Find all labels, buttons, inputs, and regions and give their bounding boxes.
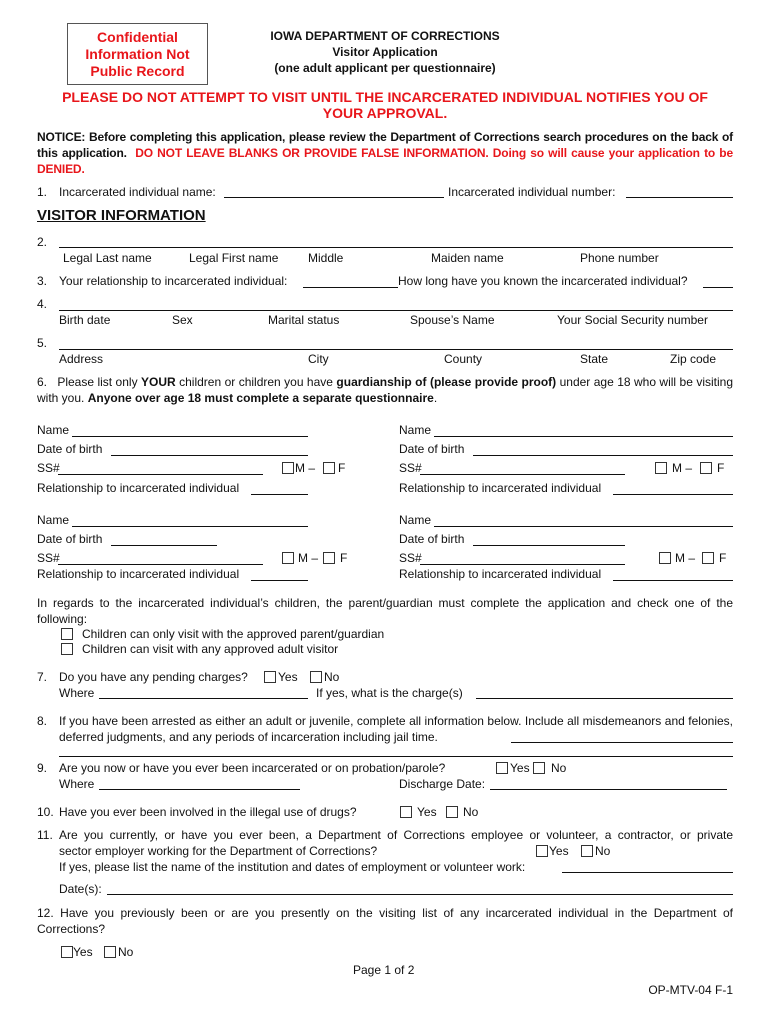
female-label: F <box>338 461 346 475</box>
label-zip: Zip code <box>670 352 717 366</box>
where-label: Where <box>59 686 95 700</box>
notice <box>37 129 733 177</box>
child-relationship-field[interactable] <box>613 494 733 495</box>
child-relationship-field[interactable] <box>251 580 308 581</box>
q12-text <box>37 905 733 937</box>
notice-warning: DO NOT LEAVE BLANKS OR PROVIDE FALSE INFORMATION. Doing so will cause your application to be DENIED. <box>37 146 734 176</box>
known-duration-field[interactable] <box>703 287 733 288</box>
label-middle: Middle <box>308 251 344 265</box>
charges-where-field[interactable] <box>99 698 308 699</box>
q8-text: If you have been arrested as either an adult or juvenile, complete all information below. Include all misdemeanors and felonies, deferred judgments, and any periods of incarceration including jail time. <box>59 714 733 744</box>
confidential-box <box>67 23 208 85</box>
male-checkbox[interactable] <box>655 462 667 474</box>
incarcerated-number-field[interactable] <box>626 197 733 198</box>
q1-number: 1. <box>37 185 48 199</box>
q10-text: Have you ever been involved in the illegal use of drugs? <box>59 805 357 819</box>
q6-text: Please list only <box>57 375 142 389</box>
label-phone: Phone number <box>580 251 659 265</box>
child-name-field[interactable] <box>434 526 733 527</box>
institution-field[interactable] <box>562 872 733 873</box>
child-dob-field[interactable] <box>473 545 625 546</box>
female-label: F <box>717 461 725 475</box>
female-checkbox[interactable] <box>700 462 712 474</box>
child-dob-field[interactable] <box>111 455 308 456</box>
q6-text: under age 18 who will be visiting with you. <box>37 375 733 405</box>
q5-number: 5. <box>37 336 48 350</box>
child-dob-field[interactable] <box>111 545 217 546</box>
arrest-field-line2[interactable] <box>59 756 733 757</box>
pending-charges-yes-checkbox[interactable] <box>264 671 276 683</box>
male-checkbox[interactable] <box>282 462 294 474</box>
female-label: F <box>719 551 727 565</box>
form-subtitle: (one adult applicant per questionnaire) <box>274 61 496 75</box>
female-label: F <box>340 551 348 565</box>
charge-label: If yes, what is the charge(s) <box>316 686 463 700</box>
child-ss-label: SS# <box>37 461 60 475</box>
male-checkbox[interactable] <box>659 552 671 564</box>
q7-text: Do you have any pending charges? <box>59 670 248 684</box>
no-label: No <box>595 844 611 858</box>
child-relationship-label: Relationship to incarcerated individual <box>399 481 602 495</box>
any-adult-label: Children can visit with any approved adult visitor <box>82 642 339 656</box>
q9-number: 9. <box>37 761 48 775</box>
male-label: M – <box>298 551 319 565</box>
confidential-line: Confidential <box>97 29 178 45</box>
q3-number: 3. <box>37 274 48 288</box>
child-ss-label: SS# <box>399 461 422 475</box>
q4-number: 4. <box>37 297 48 311</box>
confidential-line: Information Not <box>85 46 190 62</box>
child-ss-field[interactable] <box>420 564 625 565</box>
q10-number: 10. <box>37 805 54 819</box>
q6-text: . <box>433 391 438 405</box>
notice-text: NOTICE: Before completing this application, please review the Department of Corrections search procedures on the back of this application. <box>37 130 733 160</box>
q2-number: 2. <box>37 235 48 249</box>
child-name-field[interactable] <box>434 436 733 437</box>
yes-label: Yes <box>73 945 93 959</box>
child-ss-field[interactable] <box>58 564 263 565</box>
child-name-label: Name <box>37 513 70 527</box>
incarceration-where-field[interactable] <box>99 789 300 790</box>
child-dob-label: Date of birth <box>37 442 103 456</box>
no-label: No <box>551 761 567 775</box>
child-dob-label: Date of birth <box>37 532 103 546</box>
label-first-name: Legal First name <box>189 251 279 265</box>
q6-bold: guardianship of (please provide proof) <box>336 375 557 389</box>
child-name-label: Name <box>37 423 70 437</box>
q8-number: 8. <box>37 714 48 728</box>
label-marital-status: Marital status <box>268 313 340 327</box>
child-ss-label: SS# <box>37 551 60 565</box>
label-sex: Sex <box>172 313 193 327</box>
form-id: OP-MTV-04 F-1 <box>648 983 733 997</box>
incarcerated-yes-checkbox[interactable] <box>496 762 508 774</box>
male-checkbox[interactable] <box>282 552 294 564</box>
label-address: Address <box>59 352 104 366</box>
guardian-only-label: Children can only visit with the approved parent/guardian <box>82 627 385 641</box>
female-checkbox[interactable] <box>702 552 714 564</box>
label-last-name: Legal Last name <box>63 251 152 265</box>
visiting-list-no-checkbox[interactable] <box>104 946 116 958</box>
incarcerated-name-field[interactable] <box>224 197 444 198</box>
label-spouse-name: Spouse’s Name <box>410 313 495 327</box>
q11-text-2: sector employer working for the Department of Corrections? <box>59 844 378 858</box>
incarcerated-number-label: Incarcerated individual number: <box>448 185 616 199</box>
yes-label: Yes <box>278 670 298 684</box>
child-dob-label: Date of birth <box>399 442 465 456</box>
child-relationship-field[interactable] <box>251 494 308 495</box>
q6-bold: Anyone over age 18 must complete a separate questionnaire <box>87 391 434 405</box>
child-relationship-label: Relationship to incarcerated individual <box>399 567 602 581</box>
agency-title: IOWA DEPARTMENT OF CORRECTIONS <box>270 29 500 43</box>
yes-label: Yes <box>549 844 569 858</box>
child-relationship-label: Relationship to incarcerated individual <box>37 567 240 581</box>
yes-label: Yes <box>417 805 437 819</box>
guardian-only-checkbox[interactable] <box>61 628 73 640</box>
no-label: No <box>118 945 134 959</box>
section-title: VISITOR INFORMATION <box>37 207 206 224</box>
label-city: City <box>308 352 329 366</box>
child-name-label: Name <box>399 513 432 527</box>
discharge-date-label: Discharge Date: <box>399 777 486 791</box>
q6-bold: YOUR <box>141 375 176 389</box>
address-field[interactable] <box>59 349 733 350</box>
q6-text: children or children you have <box>175 375 337 389</box>
yes-label: Yes <box>510 761 530 775</box>
institution-label: If yes, please list the name of the institution and dates of employment or volunteer work: <box>59 860 526 874</box>
no-label: No <box>324 670 340 684</box>
form-title: Visitor Application <box>332 45 438 59</box>
q9-text: Are you now or have you ever been incarcerated or on probation/parole? <box>59 761 446 775</box>
q6-instructions <box>37 374 733 406</box>
personal-info-field[interactable] <box>59 310 733 311</box>
label-birth-date: Birth date <box>59 313 111 327</box>
doc-employee-no-checkbox[interactable] <box>581 845 593 857</box>
visiting-list-yes-checkbox[interactable] <box>61 946 73 958</box>
label-county: County <box>444 352 483 366</box>
name-phone-field[interactable] <box>59 247 733 248</box>
child-relationship-field[interactable] <box>613 580 733 581</box>
male-label: M – <box>675 551 696 565</box>
incarcerated-no-checkbox[interactable] <box>533 762 545 774</box>
dates-label: Date(s): <box>59 882 102 896</box>
where-label: Where <box>59 777 95 791</box>
label-ssn: Your Social Security number <box>557 313 708 327</box>
male-label: M – <box>672 461 693 475</box>
page-number: Page 1 of 2 <box>353 963 415 977</box>
dates-field[interactable] <box>107 894 733 895</box>
no-label: No <box>463 805 479 819</box>
discharge-date-field[interactable] <box>490 789 727 790</box>
child-ss-field[interactable] <box>58 474 263 475</box>
pending-charges-no-checkbox[interactable] <box>310 671 322 683</box>
q7-number: 7. <box>37 670 48 684</box>
relationship-field[interactable] <box>303 287 398 288</box>
child-name-field[interactable] <box>72 526 308 527</box>
child-dob-field[interactable] <box>473 455 733 456</box>
guardian-instructions: In regards to the incarcerated individual’s children, the parent/guardian must complete the application and check one of the following: <box>37 596 733 626</box>
drugs-no-checkbox[interactable] <box>446 806 458 818</box>
incarcerated-name-label: Incarcerated individual name: <box>59 185 216 199</box>
q11-number: 11. <box>37 828 53 842</box>
q12-question: Have you previously been or are you presently on the visiting list of any incarcerated individual in the Department of Corrections? <box>37 906 733 936</box>
child-dob-label: Date of birth <box>399 532 465 546</box>
arrest-field[interactable] <box>511 742 733 743</box>
confidential-line: Public Record <box>90 63 185 79</box>
label-state: State <box>580 352 609 366</box>
any-adult-checkbox[interactable] <box>61 643 73 655</box>
child-relationship-label: Relationship to incarcerated individual <box>37 481 240 495</box>
female-checkbox[interactable] <box>323 462 335 474</box>
child-ss-field[interactable] <box>420 474 625 475</box>
male-label: M – <box>295 461 316 475</box>
doc-employee-yes-checkbox[interactable] <box>536 845 548 857</box>
known-duration-label: How long have you known the incarcerated individual? <box>398 274 688 288</box>
child-name-label: Name <box>399 423 432 437</box>
relationship-label: Your relationship to incarcerated individual: <box>59 274 288 288</box>
charge-field[interactable] <box>476 698 733 699</box>
q11-text: Are you currently, or have you ever been, a Department of Corrections employee or volunteer, a contractor, or private <box>59 828 733 842</box>
label-maiden-name: Maiden name <box>431 251 504 265</box>
child-ss-label: SS# <box>399 551 422 565</box>
warning-line: YOUR APPROVAL. <box>322 105 448 121</box>
child-name-field[interactable] <box>72 436 308 437</box>
q6-number: 6. <box>37 375 48 389</box>
warning-line: PLEASE DO NOT ATTEMPT TO VISIT UNTIL THE INCARCERATED INDIVIDUAL NOTIFIES YOU OF <box>62 89 708 105</box>
drugs-yes-checkbox[interactable] <box>400 806 412 818</box>
female-checkbox[interactable] <box>323 552 335 564</box>
q12-number: 12. <box>37 906 54 920</box>
